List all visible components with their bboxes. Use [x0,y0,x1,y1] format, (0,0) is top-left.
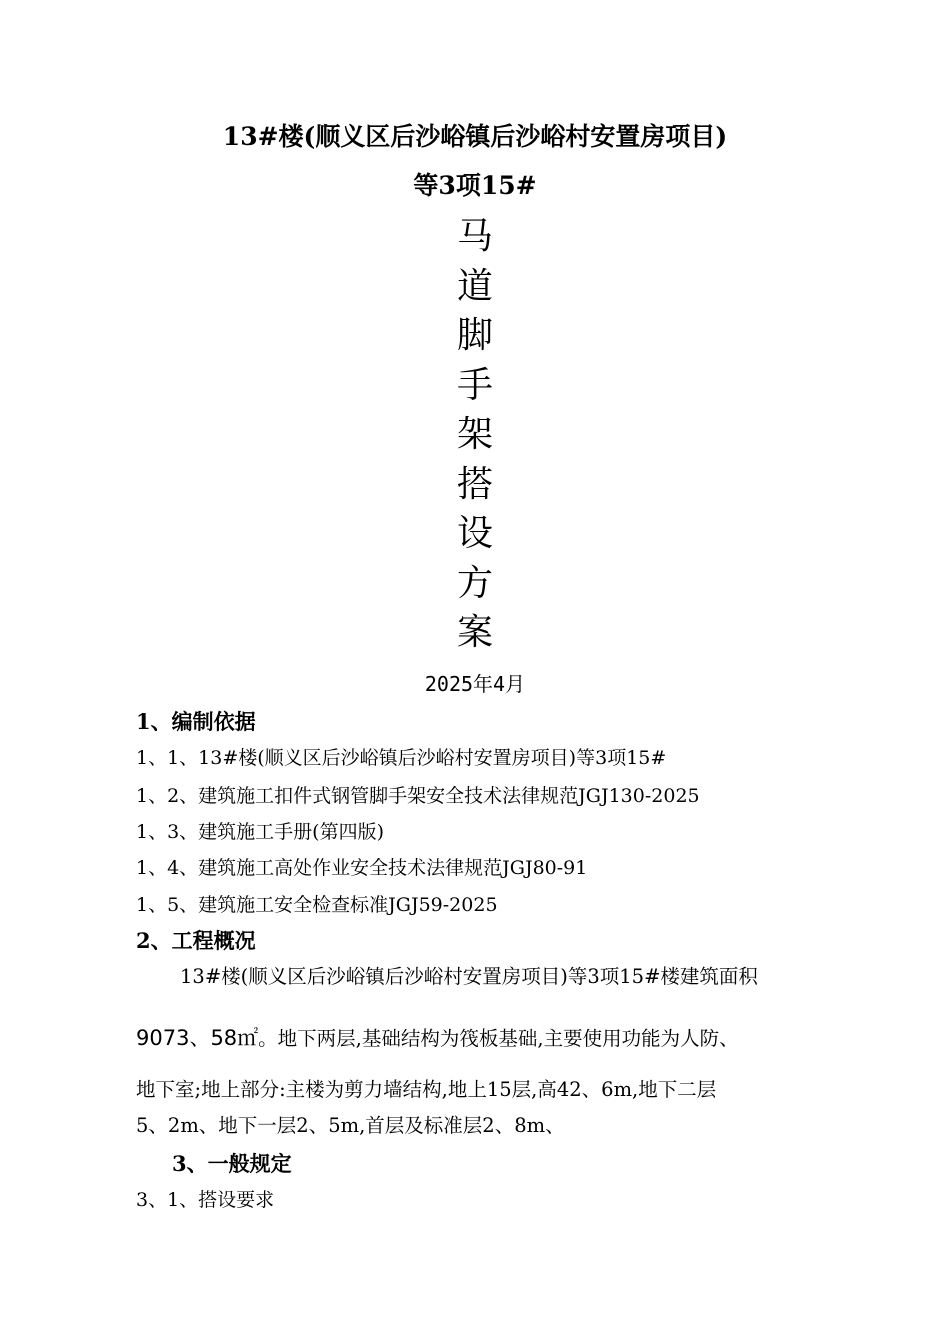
basis-item: 1、1、13#楼(顺义区后沙峪镇后沙峪村安置房项目)等3项15# [136,747,667,769]
section-heading-basis: 1、编制依据 [136,709,256,734]
vertical-title-char: 脚 [456,315,493,356]
section-heading-overview: 2、工程概况 [136,928,256,953]
vertical-title-char: 设 [456,513,493,554]
vertical-title [425,212,525,658]
document-title-line-2: 等3项15# [413,171,537,200]
vertical-title-char: 架 [456,414,493,455]
overview-paragraph-text: 。地下两层,基础结构为筏板基础,主要使用功能为人防、 [258,1027,739,1050]
overview-paragraph-line: 13#楼(顺义区后沙峪镇后沙峪村安置房项目)等3项15#楼建筑面积 [180,965,758,988]
basis-item: 1、5、建筑施工安全检查标准JGJ59-2025 [136,894,498,916]
vertical-title-char: 方 [456,562,493,604]
vertical-title-char: 手 [456,364,493,406]
floor-area-value: 9073、58㎡ [136,1026,259,1050]
general-rules-item: 3、1、搭设要求 [136,1189,275,1211]
vertical-title-char: 案 [456,612,493,653]
basis-item: 1、4、建筑施工高处作业安全技术法律规范JGJ80-91 [136,857,588,879]
basis-item: 1、2、建筑施工扣件式钢管脚手架安全技术法律规范JGJ130-2025 [136,785,700,807]
section-heading-general-rules: 3、一般规定 [172,1151,292,1176]
overview-paragraph-line [136,1023,739,1054]
basis-item: 1、3、建筑施工手册(第四版) [136,821,385,843]
vertical-title-char: 马 [456,216,493,257]
document-title-line-1: 13#楼(顺义区后沙峪镇后沙峪村安置房项目) [222,122,728,151]
document-date: 2025年4月 [424,672,526,696]
vertical-title-char: 道 [456,265,493,307]
overview-paragraph-line: 地下室;地上部分:主楼为剪力墙结构,地上15层,高42、6m,地下二层 [136,1078,717,1101]
overview-paragraph-line: 5、2m、地下一层2、5m,首层及标准层2、8m、 [136,1114,565,1137]
vertical-title-char: 搭 [456,463,493,505]
